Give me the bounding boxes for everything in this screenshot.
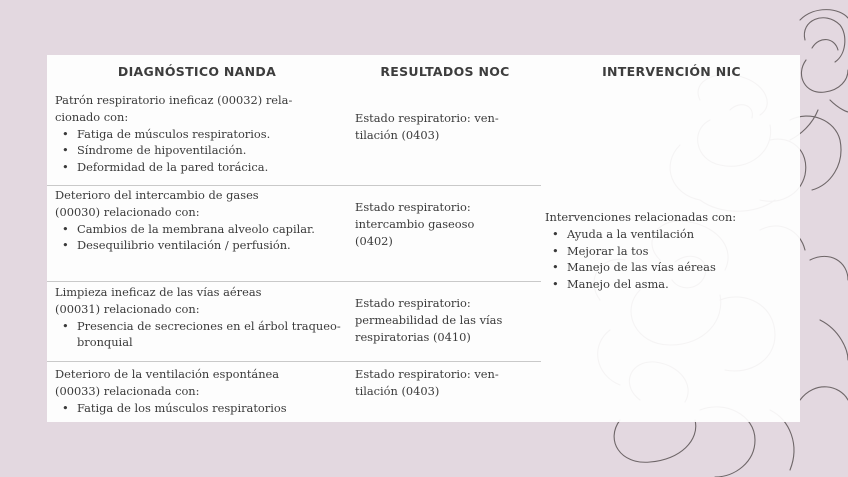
list-item: • Desequilibrio ventilación / perfusión. (77, 237, 325, 254)
list-item: • Manejo de las vías aéreas (567, 259, 795, 276)
row-divider (47, 281, 541, 282)
row-divider (47, 361, 541, 362)
row-2-noc: Estado respiratorio: intercambio gaseoso (0402) (355, 200, 475, 248)
list-item: • Síndrome de hipoventilación. (77, 142, 345, 159)
table-header (47, 55, 800, 87)
list-item: • Ayuda a la ventilación (567, 226, 795, 243)
list-item: • Presencia de secreciones en el árbol traqueo-bronquial (77, 318, 345, 352)
list-item: • Mejorar la tos (567, 243, 795, 260)
row-2-nanda-list (55, 221, 325, 255)
list-item: • Manejo del asma. (567, 276, 795, 293)
header-nic: INTERVENCIÓN NIC (602, 64, 741, 79)
nic-list (545, 226, 795, 293)
row-4-nanda-list (55, 400, 345, 417)
nic-interventions (545, 209, 795, 293)
care-plan-table (47, 55, 800, 422)
list-item: • Deformidad de la pared torácica. (77, 159, 345, 176)
row-3-nanda: Limpieza ineficaz de las vías aéreas (00031) relacionado con: • Presencia de secreciones en el árbol traqueo-bronquial (55, 284, 345, 351)
row-3-noc: Estado respiratorio: permeabilidad de las vías respiratorias (0410) (355, 296, 503, 344)
header-nanda: DIAGNÓSTICO NANDA (117, 64, 277, 79)
list-item: • Cambios de la membrana alveolo capilar. (77, 221, 325, 238)
row-1-noc: Estado respiratorio: ven- tilación (0403) (355, 111, 499, 142)
list-item: • Fatiga de los músculos respiratorios (77, 400, 345, 417)
list-item: • Fatiga de músculos respiratorios. (77, 126, 345, 143)
nic-intro: Intervenciones relacionadas con: (545, 210, 737, 224)
row-3-nanda-list (55, 318, 345, 352)
row-1-nanda-list (55, 126, 345, 176)
row-1-nanda: Patrón respiratorio ineficaz (00032) rela- cionado con: • Fatiga de músculos respiratorios. • Síndrome de hipoventilación. • Deformidad de la pared torácica. (55, 92, 345, 176)
header-noc: RESULTADOS NOC (380, 64, 510, 79)
row-4-noc: Estado respiratorio: ven- tilación (0403) (355, 367, 499, 398)
row-divider (47, 185, 541, 186)
row-4-nanda: Deterioro de la ventilación espontánea (00033) relacionada con: • Fatiga de los músculos respiratorios (55, 366, 345, 416)
row-2-nanda: Deterioro del intercambio de gases (00030) relacionado con: • Cambios de la membrana alveolo capilar. • Desequilibrio ventilación / perfusión. (55, 187, 325, 254)
